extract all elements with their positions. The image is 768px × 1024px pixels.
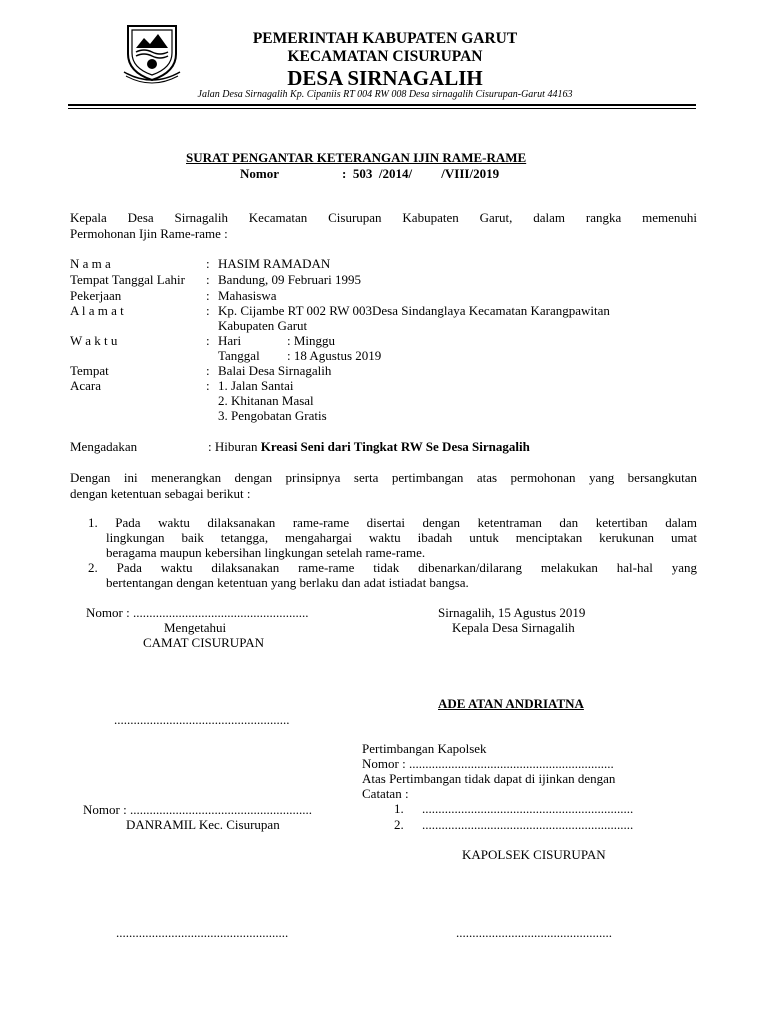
regency-crest-icon [122, 20, 182, 84]
rule-1-line-3: beragama maupun kebersihan lingkungan setelah rame-rame. [106, 545, 426, 560]
village-head-name: ADE ATAN ANDRIATNA [438, 696, 584, 711]
military-number: Nomor : ........................................................ [83, 802, 312, 817]
field-event-label: Acara [70, 378, 102, 393]
statement-line-1: Dengan ini menerangkan dengan prinsipnya serta pertimbangan atas permohonan yang bersangkutan [70, 470, 697, 485]
event-list-item: 1. Jalan Santai [218, 378, 294, 393]
letter-title: SURAT PENGANTAR KETERANGAN IJIN RAME-RAME [186, 150, 527, 165]
organize-prefix: : Hiburan [208, 439, 261, 454]
field-day-value: : Minggu [287, 333, 336, 348]
header-address: Jalan Desa Sirnagalih Kp. Cipaniis RT 004 RW 008 Desa sirnagalih Cisurupan-Garut 44163 [197, 89, 573, 100]
intro-line-2: Permohonan Ijin Rame-rame : [70, 226, 228, 241]
field-job-value: Mahasiswa [218, 288, 277, 303]
intro-line-1: Kepala Desa Sirnagalih Kecamatan Cisurupan Kabupaten Garut, dalam rangka memenuhi [70, 210, 697, 225]
field-place-value: Balai Desa Sirnagalih [218, 363, 332, 378]
field-address-value-2: Kabupaten Garut [218, 318, 308, 333]
field-name-value: HASIM RAMADAN [218, 256, 331, 271]
acknowledged-label: Mengetahui [164, 620, 227, 635]
letter-number: : 503 /2014/ /VIII/2019 [342, 166, 500, 181]
field-address-label: A l a m a t [70, 303, 124, 318]
field-colon: : [206, 378, 210, 393]
field-day-label: Hari [218, 333, 242, 348]
police-consideration-heading: Pertimbangan Kapolsek [362, 741, 487, 756]
header-village: DESA SIRNAGALIH [287, 66, 483, 90]
note-number: 2. [394, 817, 404, 832]
note-number: 1. [394, 801, 404, 816]
organize-label: Mengadakan [70, 439, 138, 454]
letter-date: Sirnagalih, 15 Agustus 2019 [438, 605, 586, 620]
field-colon: : [206, 363, 210, 378]
police-chief-signature-line: ................................................ [456, 925, 612, 940]
rule-1-line-2: lingkungan baik tetangga, mengahargai waktu ibadah untuk menciptakan kerukunan umat [106, 530, 697, 545]
military-commander-signature-line: ..................................................... [116, 925, 289, 940]
field-date-label: Tanggal [218, 348, 260, 363]
header-district: KECAMATAN CISURUPAN [287, 48, 483, 65]
letter-number-label: Nomor [240, 166, 279, 181]
statement-line-2: dengan ketentuan sebagai berikut : [70, 486, 251, 501]
organize-value [208, 439, 530, 455]
field-place-label: Tempat [70, 363, 109, 378]
field-colon: : [206, 272, 210, 287]
field-colon: : [206, 333, 210, 348]
note-line: ................................................................. [422, 801, 634, 816]
organize-event: Kreasi Seni dari Tingkat RW Se Desa Sirnagalih [260, 439, 530, 454]
field-colon: : [206, 256, 210, 271]
field-job-label: Pekerjaan [70, 288, 122, 303]
event-list-item: 2. Khitanan Masal [218, 393, 314, 408]
field-colon: : [206, 303, 210, 318]
note-line: ................................................................. [422, 817, 634, 832]
event-list-item: 3. Pengobatan Gratis [218, 408, 327, 423]
header-divider [68, 104, 696, 106]
field-date-value: : 18 Agustus 2019 [287, 348, 382, 363]
village-head-title: Kepala Desa Sirnagalih [452, 620, 575, 635]
camat-signature-line: ...................................................... [114, 712, 290, 727]
police-chief-title: KAPOLSEK CISURUPAN [462, 847, 606, 862]
field-name-label: N a m a [70, 256, 111, 271]
rule-2-line-1: 2. Pada waktu dilaksanakan rame-rame tidak dibenarkan/dilarang melakukan hal-hal yang [88, 560, 697, 575]
header-government: PEMERINTAH KABUPATEN GARUT [252, 30, 518, 47]
rule-2-line-2: bertentangan dengan ketentuan yang berlaku dan adat istiadat bangsa. [106, 575, 469, 590]
field-birth-label: Tempat Tanggal Lahir [70, 272, 185, 287]
police-number: Nomor : ............................................................... [362, 756, 614, 771]
police-consideration-text: Atas Pertimbangan tidak dapat di ijinkan dengan [362, 771, 616, 786]
field-address-value-1: Kp. Cijambe RT 002 RW 003Desa Sindanglaya Kecamatan Karangpawitan [218, 303, 610, 318]
military-commander-title: DANRAMIL Kec. Cisurupan [126, 817, 280, 832]
camat-number: Nomor : ...................................................... [86, 605, 309, 620]
field-time-label: W a k t u [70, 333, 118, 348]
field-birth-value: Bandung, 09 Februari 1995 [218, 272, 361, 287]
rule-1-line-1: 1. Pada waktu dilaksanakan rame-rame disertai dengan ketentraman dan ketertiban dalam [88, 515, 697, 530]
camat-title: CAMAT CISURUPAN [143, 635, 265, 650]
notes-label: Catatan : [362, 786, 409, 801]
field-colon: : [206, 288, 210, 303]
header-divider-thin [68, 108, 696, 109]
